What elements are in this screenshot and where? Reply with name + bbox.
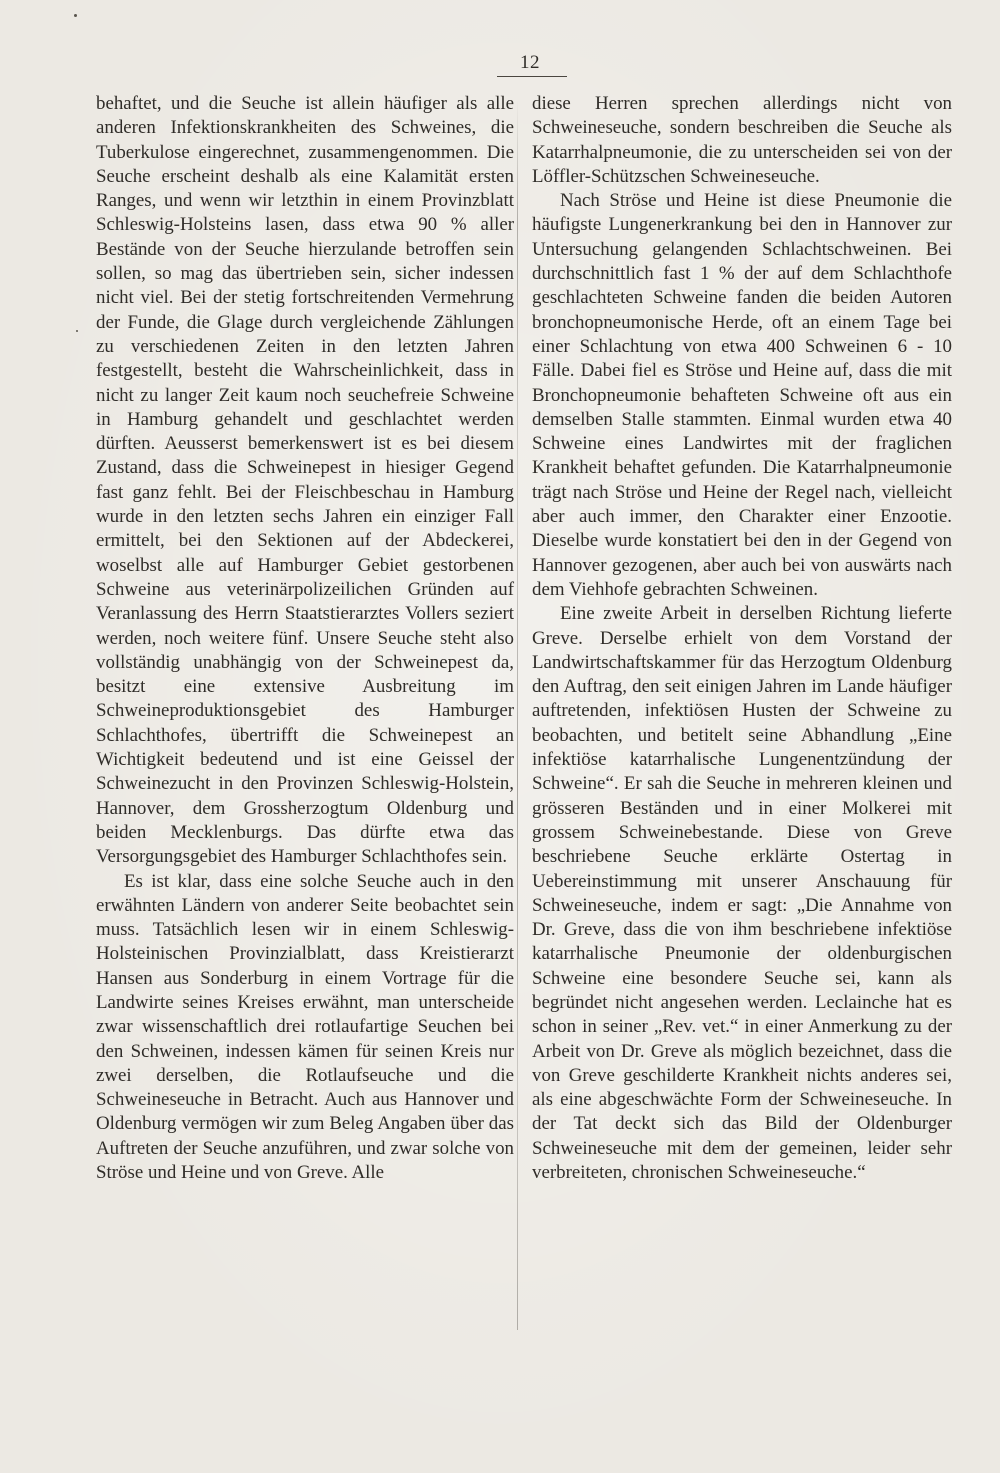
paragraph: Es ist klar, dass eine solche Seuche auch in den erwähnten Ländern von anderer Seite beobachtet sein muss. Tatsächlich lesen wir in einem Schleswig-Holsteinischen Provinzialblatt, dass Kreistierarzt Hansen aus Sonderburg in einem Vortrage für die Landwirte seines Kreises erwähnt, man unterscheide zwar wissenschaftlich drei rotlaufartige Seuchen bei den Schweinen, indessen kämen für seinen Kreis nur zwei derselben, die Rotlaufseuche und die Schweineseuche in Betracht. Auch aus Hannover und Oldenburg vermögen wir zum Beleg Angaben über das Auftreten der Seuche anzuführen, und zwar solche von Ströse und Heine und von Greve. Alle — [96, 870, 514, 1184]
right-column — [532, 92, 952, 1185]
paragraph: Eine zweite Arbeit in derselben Richtung lieferte Greve. Derselbe erhielt von dem Vorstand der Landwirtschaftskammer für das Herzogtum Oldenburg den Auftrag, den seit einigen Jahren im Lande häufiger auftretenden, infektiösen Husten der Schweine zu beobachten, und betitelt seine Abhandlung „Eine infektiöse katarrhalische Lungenentzündung der Schweine“. Er sah die Seuche in mehreren kleinen und grösseren Beständen und in einer Molkerei mit grossem Schweinebestande. Diese von Greve beschriebene Seuche erklärte Ostertag in Uebereinstimmung mit unserer Anschauung für Schweineseuche, indem er sagt: „Die Annahme von Dr. Greve, dass die von ihm beschriebene infektiöse katarrhalische Pneumonie der oldenburgischen Schweine eine besondere Seuche sei, kann als begründet nicht angesehen werden. Leclainche hat es schon in seiner „Rev. vet.“ in einer Anmerkung zu der Arbeit von Dr. Greve als möglich bezeichnet, dass die von Greve geschilderte Krankheit nichts anderes sei, als eine abgeschwächte Form der Schweineseuche. In der Tat deckt sich das Bild der Oldenburger Schweineseuche mit dem der gemeinen, leider sehr verbreiteten, chronischen Schweineseuche.“ — [532, 603, 952, 1184]
left-column — [96, 92, 514, 1185]
page-number: 12 — [520, 52, 540, 73]
scan-speck — [76, 330, 78, 332]
page-number-rule — [497, 76, 567, 77]
column-divider — [517, 100, 518, 1330]
scan-speck — [74, 14, 77, 17]
paragraph: behaftet, und die Seuche ist allein häufiger als alle anderen Infektionskrankheiten des Schweines, die Tuberkulose eingerechnet, zusammengenommen. Die Seuche erscheint deshalb als eine Kalamität ersten Ranges, und wenn wir letzthin in einem Provinzblatt Schleswig-Holsteins lasen, dass etwa 90 % aller Bestände von der Seuche hierzulande betroffen sein sollen, so mag das übertrieben sein, sicher indessen nicht viel. Bei der stetig fortschreitenden Vermehrung der Funde, die Glage durch vergleichende Zählungen zu verschiedenen Zeiten in den letzten Jahren festgestellt, besteht die Wahrscheinlichkeit, dass in nicht zu langer Zeit kaum noch seuchefreie Schweine in Hamburg gehandelt und geschlachtet werden dürften. Aeusserst bemerkenswert ist es bei diesem Zustand, dass die Schweinepest in hiesiger Gegend fast ganz fehlt. Bei der Fleischbeschau in Hamburg wurde in den letzten sechs Jahren ein einziger Fall ermittelt, bei den Sektionen auf der Abdeckerei, woselbst alle auf Hamburger Gebiet gestorbenen Schweine aus veterinärpolizeilichen Gründen auf Veranlassung des Herrn Staatstierarztes Vollers seziert werden, noch weitere fünf. Unsere Seuche steht also vollständig unabhängig von der Schweinepest da, besitzt eine extensive Ausbreitung im Schweineproduktionsgebiet des Hamburger Schlachthofes, übertrifft die Schweinepest an Wichtigkeit bedeutend und ist eine Geissel der Schweinezucht in den Provinzen Schleswig-Holstein, Hannover, dem Grossherzogtum Oldenburg und beiden Mecklenburgs. Das dürfte etwa das Versorgungsgebiet des Hamburger Schlachthofes sein. — [96, 93, 514, 868]
paragraph: diese Herren sprechen allerdings nicht von Schweineseuche, sondern beschreiben die Seuche als Katarrhalpneumonie, die zu unterscheiden sei von der Löffler-Schützschen Schweineseuche. — [532, 93, 952, 187]
paragraph: Nach Ströse und Heine ist diese Pneumonie die häufigste Lungenerkrankung bei den in Hannover zur Untersuchung gelangenden Schlachtschweinen. Bei durchschnittlich fast 1 % der auf dem Schlachthofe geschlachteten Schweine fanden die beiden Autoren bronchopneumonische Herde, oft an einem Tage bei einer Schlachtung von etwa 400 Schweinen 6 - 10 Fälle. Dabei fiel es Ströse und Heine auf, dass die mit Bronchopneumonie behafteten Schweine oft aus ein demselben Stalle stammten. Einmal wurden etwa 40 Schweine eines Landwirtes mit der fraglichen Krankheit behaftet gefunden. Die Katarrhalpneumonie trägt nach Ströse und Heine der Regel nach, vielleicht aber auch immer, den Charakter einer Enzootie. Dieselbe wurde konstatiert bei den in der Gegend von Hannover gezogenen, aber auch bei von auswärts nach dem Viehhofe gebrachten Schweinen. — [532, 190, 952, 600]
